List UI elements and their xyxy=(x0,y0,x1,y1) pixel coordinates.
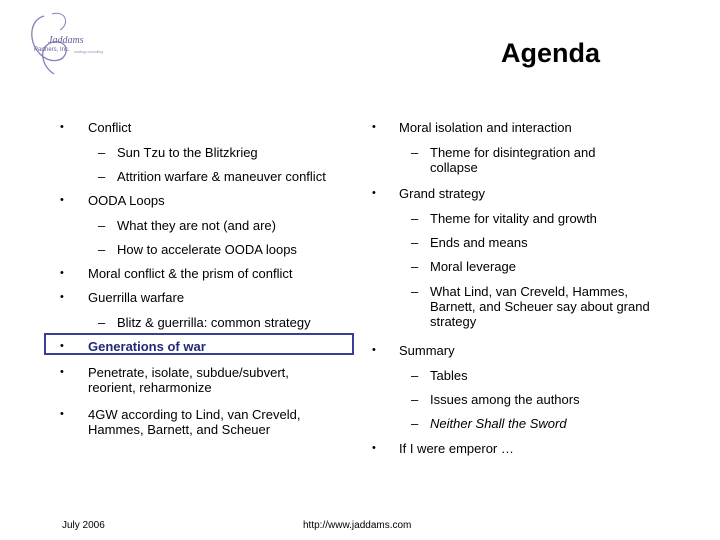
agenda-subitem: Moral leverage xyxy=(430,259,516,274)
agenda-item: If I were emperor … xyxy=(399,441,514,456)
dash-icon: – xyxy=(411,416,419,431)
agenda-subitem: What they are not (and are) xyxy=(117,218,276,233)
agenda-subitem: Tables xyxy=(430,368,468,383)
agenda-item: Moral conflict & the prism of conflict xyxy=(88,266,293,281)
logo-text: Jaddams xyxy=(48,35,84,46)
dash-icon: – xyxy=(411,284,419,299)
agenda-subitem: Neither Shall the Sword xyxy=(430,416,567,431)
bullet-icon: • xyxy=(372,442,376,454)
dash-icon: – xyxy=(98,242,106,257)
dash-icon: – xyxy=(98,145,106,160)
dash-icon: – xyxy=(411,145,419,160)
agenda-subitem: Blitz & guerrilla: common strategy xyxy=(117,315,311,330)
agenda-item: Penetrate, isolate, subdue/subvert, reorient, reharmonize xyxy=(88,365,289,395)
agenda-subitem: Issues among the authors xyxy=(430,392,580,407)
agenda-item: OODA Loops xyxy=(88,193,165,208)
dash-icon: – xyxy=(411,368,419,383)
bullet-icon: • xyxy=(60,194,64,206)
agenda-item: 4GW according to Lind, van Creveld, Hammes, Barnett, and Scheuer xyxy=(88,407,301,437)
bullet-icon: • xyxy=(60,408,64,420)
dash-icon: – xyxy=(411,392,419,407)
bullet-icon: • xyxy=(60,121,64,133)
agenda-subitem: Sun Tzu to the Blitzkrieg xyxy=(117,145,258,160)
footer-url: http://www.jaddams.com xyxy=(303,520,412,531)
logo-subtext: Partners, Inc. xyxy=(34,47,70,53)
dash-icon: – xyxy=(98,218,106,233)
agenda-item: Grand strategy xyxy=(399,186,485,201)
agenda-item: Guerrilla warfare xyxy=(88,290,185,305)
bullet-icon: • xyxy=(60,291,64,303)
footer-date: July 2006 xyxy=(62,520,105,531)
agenda-subitem: Ends and means xyxy=(430,235,528,250)
agenda-subitem: Theme for vitality and growth xyxy=(430,211,597,226)
agenda-item: Moral isolation and interaction xyxy=(399,120,572,135)
bullet-icon: • xyxy=(372,121,376,133)
agenda-item-current: Generations of war xyxy=(88,339,206,354)
dash-icon: – xyxy=(98,315,106,330)
page-title: Agenda xyxy=(500,38,600,68)
agenda-item: Conflict xyxy=(88,120,132,135)
dash-icon: – xyxy=(411,235,419,250)
agenda-subitem: Theme for disintegration and collapse xyxy=(430,145,596,175)
bullet-icon: • xyxy=(60,267,64,279)
agenda-subitem: Attrition warfare & maneuver conflict xyxy=(117,169,326,184)
dash-icon: – xyxy=(411,259,419,274)
bullet-icon: • xyxy=(372,187,376,199)
dash-icon: – xyxy=(98,169,106,184)
dash-icon: – xyxy=(411,211,419,226)
agenda-subitem: What Lind, van Creveld, Hammes, Barnett, and Scheuer say about grand strategy xyxy=(430,284,650,329)
logo-tagline: strategy consulting xyxy=(74,50,104,54)
bullet-icon: • xyxy=(60,340,64,352)
agenda-item: Summary xyxy=(399,343,455,358)
bullet-icon: • xyxy=(60,366,64,378)
bullet-icon: • xyxy=(372,344,376,356)
agenda-subitem: How to accelerate OODA loops xyxy=(117,242,297,257)
